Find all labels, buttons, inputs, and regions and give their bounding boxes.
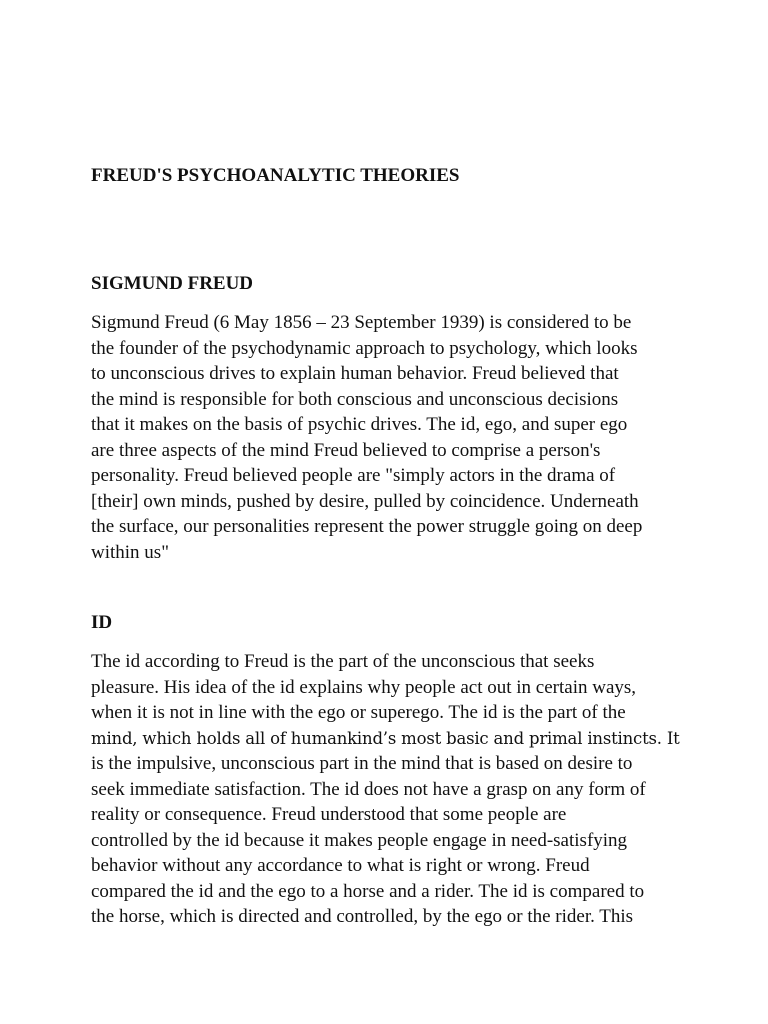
text-line: The id according to Freud is the part of the unconscious that seeks xyxy=(91,651,595,672)
text-line: when it is not in line with the ego or superego. The id is the part of the xyxy=(91,702,626,723)
section-heading-id: ID xyxy=(91,612,113,633)
text-line: within us" xyxy=(91,541,169,563)
text-line: compared the id and the ego to a horse and a rider. The id is compared to xyxy=(91,880,645,902)
document-title: FREUD'S PSYCHOANALYTIC THEORIES xyxy=(91,165,460,186)
text-line: seek immediate satisfaction. The id does not have a grasp on any form of xyxy=(91,778,646,800)
text-line: to unconscious drives to explain human behavior. Freud believed that xyxy=(91,363,619,384)
text-line: is the impulsive, unconscious part in the mind that is based on desire to xyxy=(91,753,633,774)
text-line: Sigmund Freud (6 May 1856 – 23 September 1939) is considered to be xyxy=(91,312,632,333)
text-line: controlled by the id because it makes people engage in need-satisfying xyxy=(91,829,628,851)
text-line: the surface, our personalities represent the power struggle going on deep xyxy=(91,516,643,537)
text-line: pleasure. His idea of the id explains why people act out in certain ways, xyxy=(91,676,637,698)
section-heading-sigmund-freud: SIGMUND FREUD xyxy=(91,273,254,294)
text-line: personality. Freud believed people are "simply actors in the drama of xyxy=(91,465,616,486)
text-line: reality or consequence. Freud understood that some people are xyxy=(91,804,567,825)
section-body-sigmund-freud xyxy=(91,310,691,565)
text-line: are three aspects of the mind Freud believed to comprise a person's xyxy=(91,439,601,461)
text-line: [their] own minds, pushed by desire, pulled by coincidence. Underneath xyxy=(91,490,639,512)
section-body-id xyxy=(91,649,691,930)
text-line: the mind is responsible for both conscious and unconscious decisions xyxy=(91,388,619,410)
text-line: that it makes on the basis of psychic drives. The id, ego, and super ego xyxy=(91,414,628,435)
text-line: the founder of the psychodynamic approach to psychology, which looks xyxy=(91,337,638,359)
text-line: the horse, which is directed and controlled, by the ego or the rider. This xyxy=(91,906,634,927)
text-line: mind, which holds all of humankind’s most basic and primal instincts. It xyxy=(91,728,680,748)
text-line: behavior without any accordance to what is right or wrong. Freud xyxy=(91,855,590,876)
